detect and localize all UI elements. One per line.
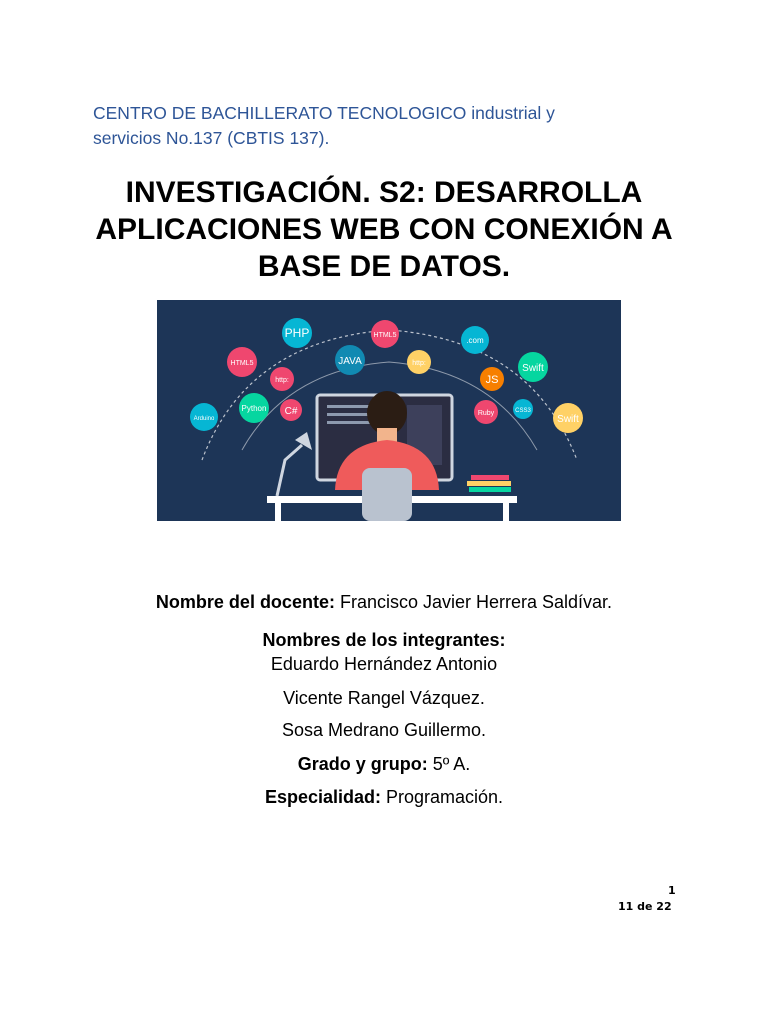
integrantes-label: Nombres de los integrantes: xyxy=(262,630,506,650)
svg-text:PHP: PHP xyxy=(284,326,310,340)
svg-text:CSS3: CSS3 xyxy=(515,408,531,414)
html5-icon xyxy=(371,320,399,348)
dotcom-icon xyxy=(461,326,489,354)
page-number: 1 xyxy=(668,884,676,897)
docente-value: Francisco Javier Herrera Saldívar. xyxy=(339,592,613,612)
grado-line xyxy=(0,753,768,775)
integrante-name: Eduardo Hernández Antonio xyxy=(270,654,498,674)
http-icon xyxy=(407,350,431,374)
title-line-1: INVESTIGACIÓN. S2: DESARROLLA xyxy=(125,176,643,209)
ruby-icon xyxy=(474,400,498,424)
svg-text:http:: http: xyxy=(412,360,426,367)
svg-text:Swift: Swift xyxy=(522,363,544,374)
html5-icon xyxy=(227,347,257,377)
css3-icon xyxy=(513,399,533,419)
svg-text:http:: http: xyxy=(275,377,289,384)
institution-line-2: servicios No.137 (CBTIS 137). xyxy=(93,128,330,148)
svg-text:HTML5: HTML5 xyxy=(373,332,397,339)
javascript-icon xyxy=(480,367,504,391)
svg-text:HTML5: HTML5 xyxy=(230,360,254,367)
integrante-name: Sosa Medrano Guillermo. xyxy=(281,720,487,740)
grado-label: Grado y grupo: xyxy=(297,754,428,774)
title-line-3: BASE DE DATOS. xyxy=(257,250,511,283)
svg-text:.com: .com xyxy=(466,336,484,345)
svg-text:Ruby: Ruby xyxy=(477,410,495,417)
svg-text:Arduino: Arduino xyxy=(193,416,215,422)
especialidad-line xyxy=(0,786,768,808)
svg-text:JS: JS xyxy=(485,374,499,386)
institution-name xyxy=(93,101,693,151)
docente-line xyxy=(0,591,768,613)
svg-text:C#: C# xyxy=(284,406,298,417)
title-line-2: APLICACIONES WEB CON CONEXIÓN A xyxy=(95,213,673,246)
institution-line-1: CENTRO DE BACHILLERATO TECNOLOGICO industrial y xyxy=(93,103,555,123)
swift-icon xyxy=(518,352,548,382)
swift-icon xyxy=(553,403,583,433)
java-icon xyxy=(335,345,365,375)
csharp-icon xyxy=(280,399,302,421)
svg-text:JAVA: JAVA xyxy=(338,356,362,367)
web-development-illustration xyxy=(157,300,621,521)
svg-text:Python: Python xyxy=(241,404,267,413)
chair-icon xyxy=(362,468,412,521)
books-icon xyxy=(469,487,511,492)
especialidad-label: Especialidad: xyxy=(264,787,381,807)
integrante-name: Vicente Rangel Vázquez. xyxy=(283,688,485,708)
docente-label: Nombre del docente: xyxy=(155,592,335,612)
document-title xyxy=(60,174,708,285)
grado-value: 5º A. xyxy=(432,754,471,774)
page-of-total: 11 de 22 xyxy=(618,900,672,913)
http-icon xyxy=(270,367,294,391)
arduino-icon xyxy=(190,403,218,431)
python-icon xyxy=(239,393,269,423)
integrantes-block xyxy=(0,629,768,651)
svg-text:Swift: Swift xyxy=(557,414,579,425)
php-icon xyxy=(282,318,312,348)
especialidad-value: Programación. xyxy=(386,787,504,807)
